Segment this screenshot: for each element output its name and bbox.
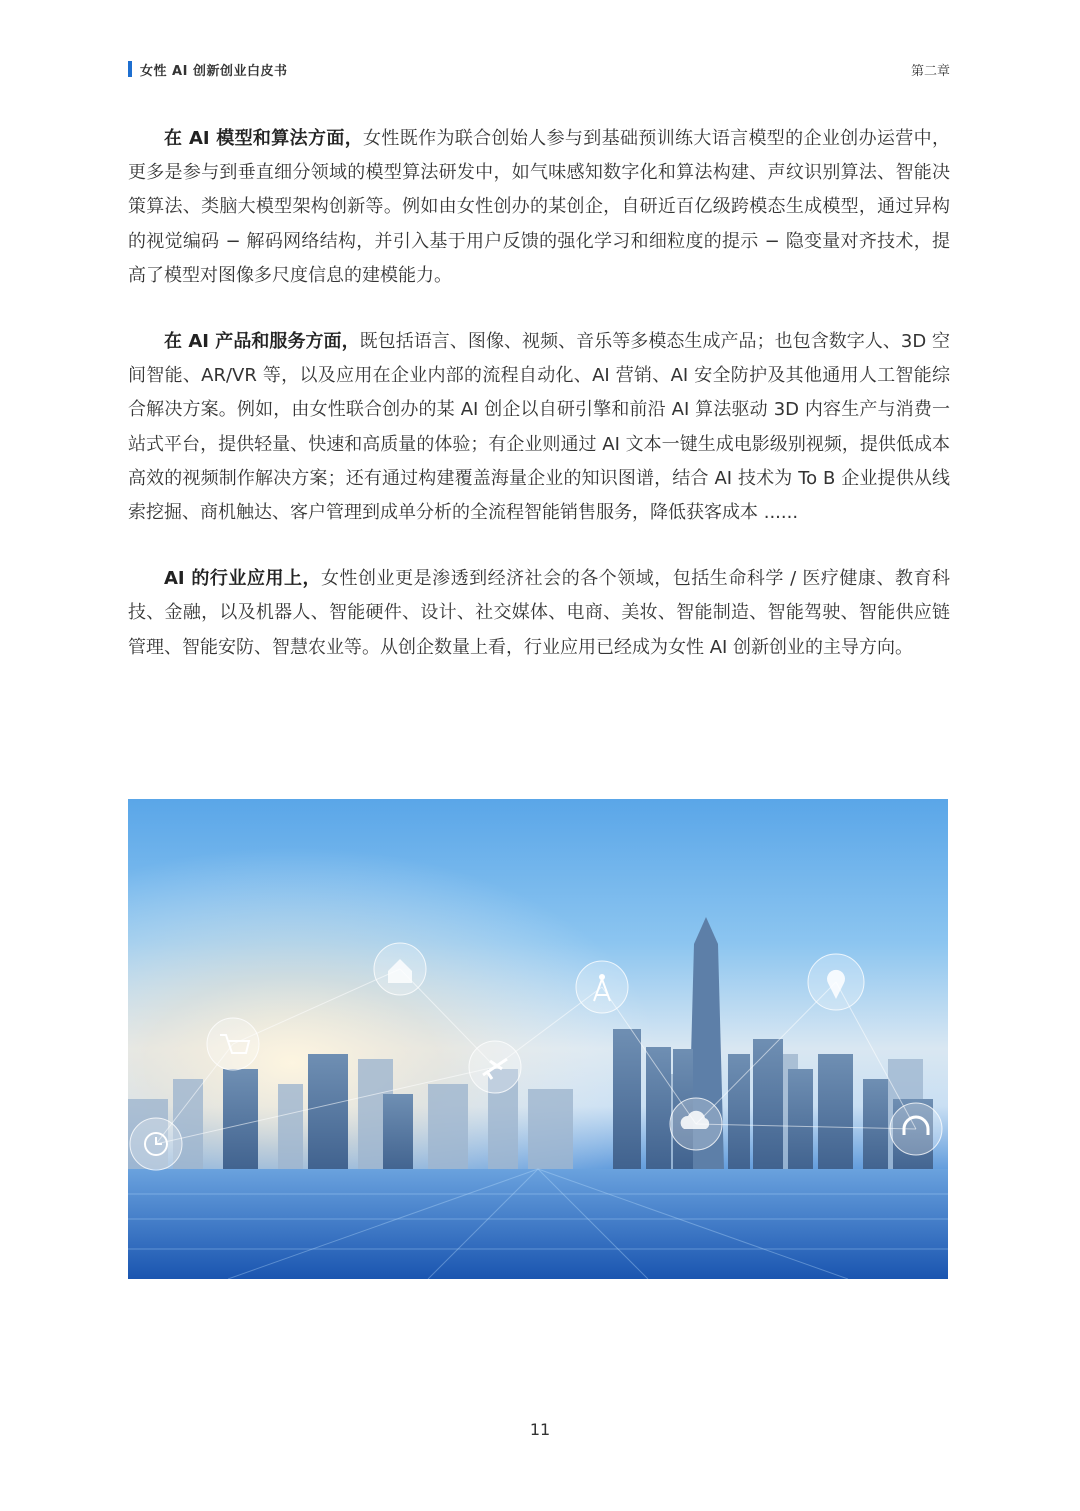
home-icon	[374, 943, 426, 995]
location-pin-icon	[808, 954, 864, 1010]
paragraph-lead: AI 的行业应用上，	[164, 568, 322, 590]
paragraph-lead: 在 AI 模型和算法方面，	[164, 128, 364, 149]
shopping-cart-icon	[207, 1018, 259, 1070]
city-scene	[128, 799, 948, 1279]
city-ground	[128, 1169, 948, 1279]
clock-icon	[130, 1118, 182, 1170]
broadcast-tower-icon	[576, 961, 628, 1013]
smart-city-illustration	[128, 799, 948, 1279]
body-text	[128, 122, 950, 697]
airplane-icon	[469, 1041, 521, 1093]
paragraph-body: 既包括语言、图像、视频、音乐等多模态生成产品；也包含数字人、3D 空间智能、AR/VR 等，以及应用在企业内部的流程自动化、AI 营销、AI 安全防护及其他通用人工智能综合解决方案。例如，由女性联合创办的某 AI 创企以自研引擎和前沿 AI 算法驱动 3D 内容生产与消费一站式平台，提供轻量、快速和高质量的体验；有企业则通过 AI 文本一键生成电影级别视频，提供低成本高效的视频制作解决方案；还有通过构建覆盖海量企业的知识图谱，结合 AI 技术为 To B 企业提供从线索挖掘、商机触达、客户管理到成单分析的全流程智能销售服务，降低获客成本 ......	[128, 331, 950, 524]
document-title: 女性 AI 创新创业白皮书	[140, 63, 288, 79]
page-header	[128, 58, 950, 80]
paragraph-ai-industry	[128, 562, 950, 665]
headphones-icon	[890, 1103, 942, 1155]
chapter-label: 第二章	[910, 63, 950, 79]
cloud-icon	[670, 1098, 722, 1150]
paragraph-ai-models	[128, 122, 950, 293]
page-number: 11	[529, 1420, 551, 1439]
header-left	[128, 60, 287, 79]
paragraph-lead: 在 AI 产品和服务方面，	[164, 331, 360, 353]
paragraph-body: 女性既作为联合创始人参与到基础预训练大语言模型的企业创办运营中，更多是参与到垂直细分领域的模型算法研发中，如气味感知数字化和算法构建、声纹识别算法、智能决策算法、类脑大模型架构创新等。例如由女性创办的某创企，自研近百亿级跨模态生成模型，通过异构的视觉编码 − 解码网络结构，并引入基于用户反馈的强化学习和细粒度的提示 − 隐变量对齐技术，提高了模型对图像多尺度信息的建模能力。	[128, 128, 950, 286]
header-accent-bar	[128, 61, 132, 77]
paragraph-body: 女性创业更是渗透到经济社会的各个领域，包括生命科学 / 医疗健康、教育科技、金融，以及机器人、智能硬件、设计、社交媒体、电商、美妆、智能制造、智能驾驶、智能供应链管理、智能安防、智慧农业等。从创企数量上看，行业应用已经成为女性 AI 创新创业的主导方向。	[128, 568, 950, 658]
paragraph-ai-products	[128, 325, 950, 530]
